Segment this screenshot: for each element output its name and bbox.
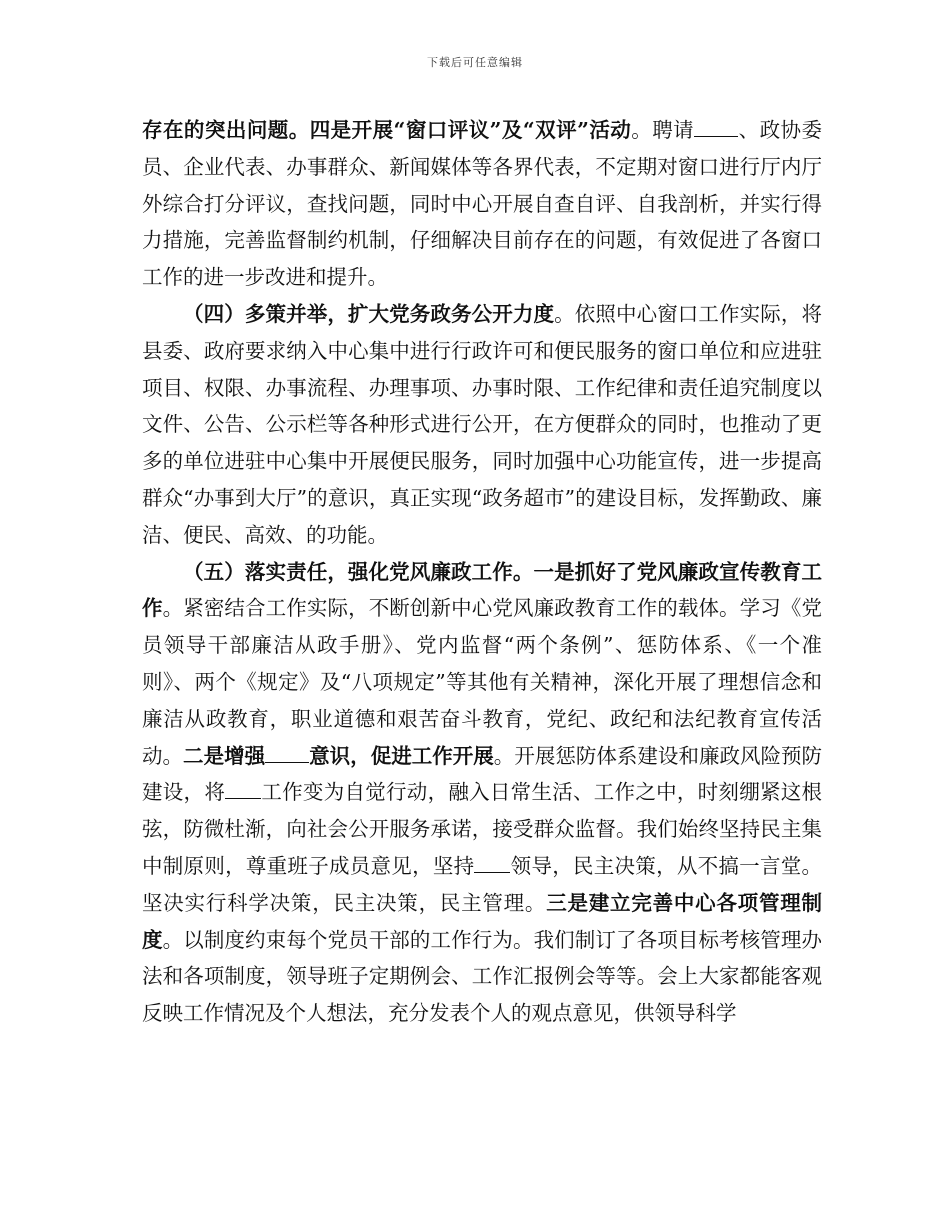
- paragraph-3-bold-c: 三是建立完善中心各项管理制度: [142, 890, 823, 952]
- paragraph-1-text-b: 、政协委员、企业代表、办事群众、新闻媒体等各界代表，不定期对窗口进行厅内厅外综合打分评议，查找问题，同时中心开展自查自评、自我剖析，并实行得力措施，完善监督制约机制，仔细解决目前存在的问题，有效促进了各窗口工作的进一步改进和提升。: [142, 118, 822, 290]
- blank-underline: [225, 778, 261, 800]
- document-body: [142, 112, 822, 1032]
- paragraph-3-bold-b2: 意识，促进工作开展: [309, 743, 494, 768]
- blank-underline: [694, 116, 738, 138]
- blank-underline: [265, 741, 309, 763]
- paragraph-2-text: 。依照中心窗口工作实际，将县委、政府要求纳入中心集中进行行政许可和便民服务的窗口单位和应进驻项目、权限、办事流程、办理事项、办事时限、工作纪律和责任追究制度以文件、公告、公示栏等各种形式进行公开，在方便群众的同时，也推动了更多的单位进驻中心集中开展便民服务，同时加强中心功能宣传，进一步提高群众“办事到大厅”的意识，真正实现“政务超市”的建设目标，发挥勤政、廉洁、便民、高效、的功能。: [142, 301, 823, 547]
- paragraph-2-heading: （四）多策并举，扩大党务政务公开力度: [183, 301, 555, 326]
- blank-underline: [474, 851, 510, 873]
- paragraph-1: [142, 112, 822, 296]
- paragraph-3-text-e: 领导，民主决策，从不搞一言堂。坚决实行科学决策，民主决策，民主管理。: [142, 853, 823, 915]
- paragraph-3: [142, 554, 822, 1032]
- paragraph-3-bold-b1: 二是增强: [183, 743, 266, 768]
- paragraph-2: [142, 296, 822, 554]
- paragraph-1-bold-lead: 存在的突出问题。四是开展“窗口评议”及“双评”活动: [142, 118, 632, 142]
- paragraph-3-text-c: 。开展惩防体系建设和廉政风险预防建设，将: [142, 743, 823, 805]
- paragraph-3-text-f: 。以制度约束每个党员干部的工作行为。我们制订了各项目标考核管理办法和各项制度，领导班子定期例会、工作汇报例会等等。会上大家都能客观反映工作情况及个人想法，充分发表个人的观点意见，供领导科学: [142, 927, 822, 1026]
- paragraph-3-heading: （五）落实责任，强化党风廉政工作。一是抓好了党风廉政宣传教育工作: [142, 559, 822, 621]
- paragraph-1-text-a: 。聘请: [631, 118, 695, 142]
- paragraph-3-text-a: 。紧密结合工作实际，不断创新中心党风廉政教育工作的载体。学习《党员领导干部廉洁从政手册》、党内监督“两个条例”、惩防体系、《一个准则》、两个《规定》及“八项规定”等其他有关精神，深化开展了理想信念和廉洁从政教育，职业道德和艰苦奋斗教育，党纪、政纪和法纪教育宣传活动。: [142, 596, 822, 768]
- paragraph-3-text-d: 工作变为自觉行动，融入日常生活、工作之中，时刻绷紧这根弦，防微杜渐，向社会公开服务承诺，接受群众监督。我们始终坚持民主集中制原则，尊重班子成员意见，坚持: [142, 780, 823, 878]
- page-header: 下载后可任意编辑: [427, 56, 523, 69]
